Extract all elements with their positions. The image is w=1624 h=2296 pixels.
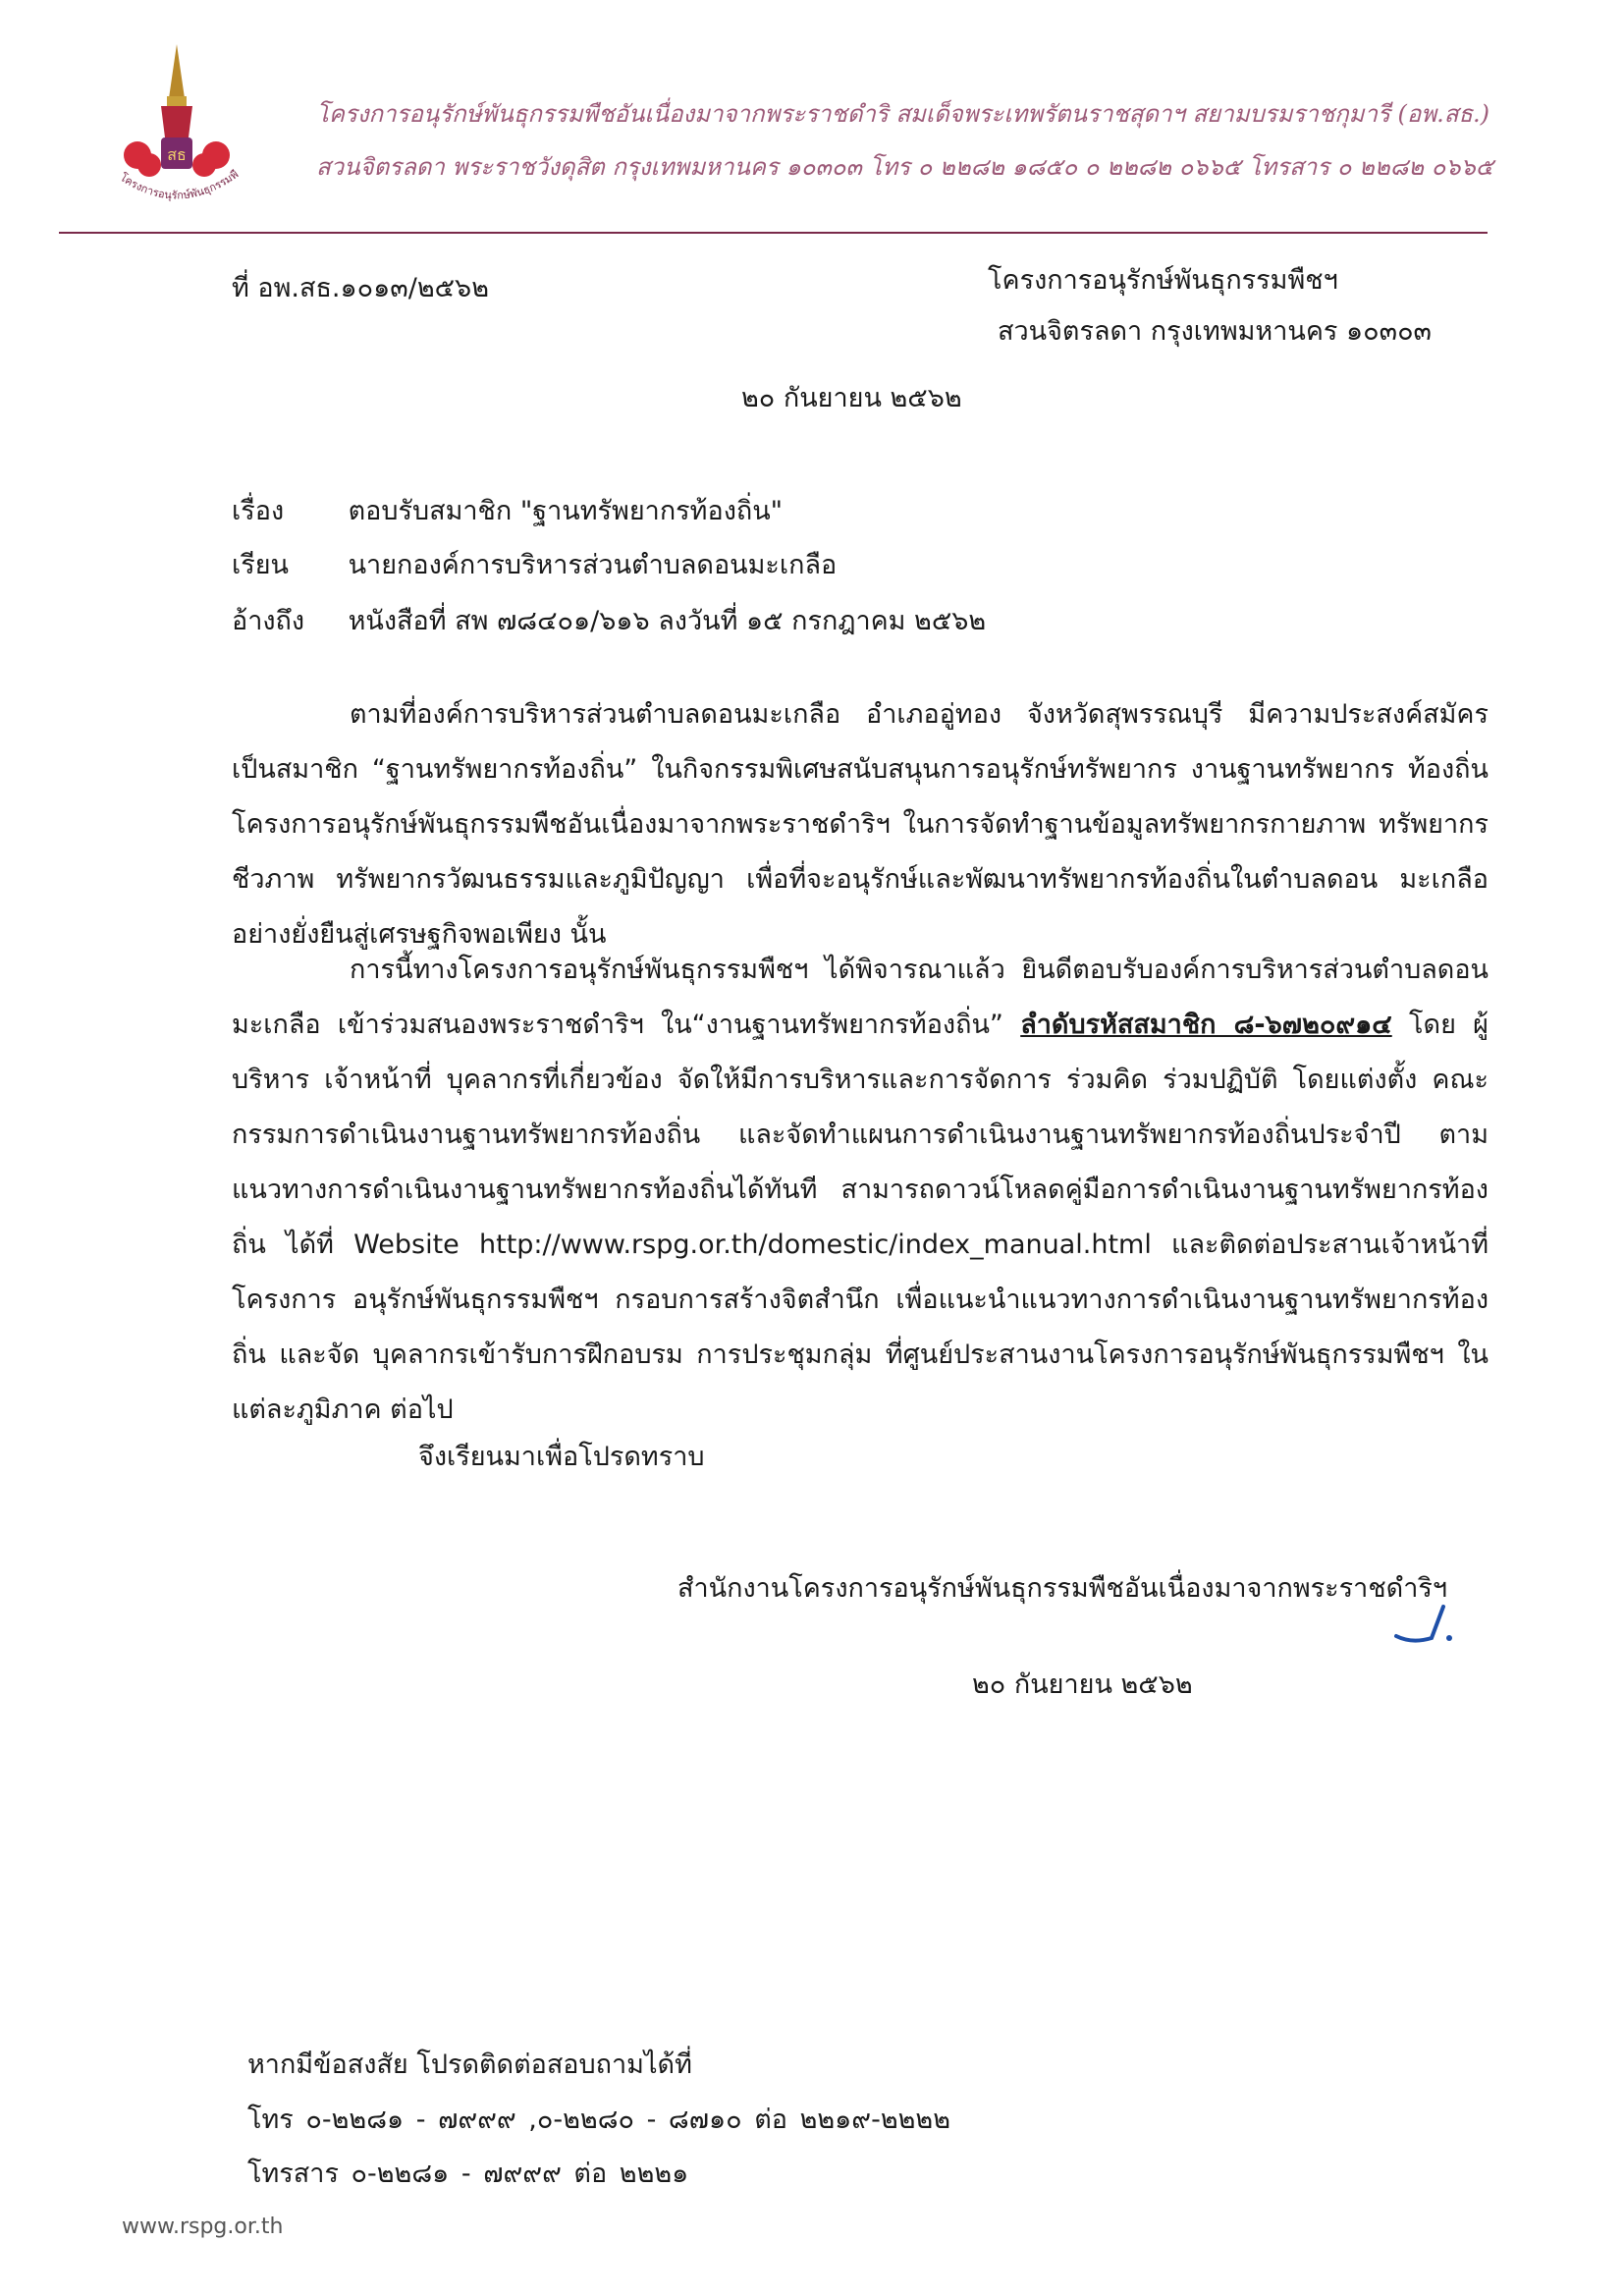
org-name: โครงการอนุรักษ์พันธุกรรมพืชฯ [988, 265, 1338, 296]
footer-website: www.rspg.or.th [122, 2214, 284, 2239]
signature-mark [1392, 1599, 1461, 1648]
subject-row [232, 496, 783, 527]
member-code: ลำดับรหัสสมาชิก ๘-๖๗๒๐๙๑๔ [1020, 1010, 1392, 1040]
to-label: เรียน [232, 550, 290, 580]
letterhead-line1: โครงการอนุรักษ์พันธุกรรมพืชอันเนื่องมาจากพระราชดำริ สมเด็จพระเทพรัตนราชสุดาฯ สยามบรมราชกุมารี (อพ.สธ.) [316, 100, 1489, 128]
paragraph-1-text: ตามที่องค์การบริหารส่วนตำบลดอนมะเกลือ อำเภออู่ทอง จังหวัดสุพรรณบุรี มีความประสงค์สมัคร เป็นสมาชิก “ฐานทรัพยากรท้องถิ่น” ในกิจกรรมพิเศษสนับสนุนการอนุรักษ์ทรัพยากร งานฐานทรัพยากร ท้องถิ่น โครงการอนุรักษ์พันธุกรรมพืชอันเนื่องมาจากพระราชดำริฯ ในการจัดทำฐานข้อมูลทรัพยากรกายภาพ ทรัพยากรชีวภาพ ทรัพยากรวัฒนธรรมและภูมิปัญญา เพื่อที่จะอนุรักษ์และพัฒนาทรัพยากรท้องถิ่นในตำบลดอน มะเกลือ อย่างยั่งยืนสู่เศรษฐกิจพอเพียง นั้น [232, 699, 1489, 950]
subject-label: เรื่อง [232, 496, 285, 526]
letterhead-line2: สวนจิตรลดา พระราชวังดุสิต กรุงเทพมหานคร ๑๐๓๐๓ โทร ๐ ๒๒๘๒ ๑๘๕๐ ๐ ๒๒๘๒ ๐๖๖๕ โทรสาร ๐ ๒๒๘๒ ๐๖๖๕ [316, 153, 1493, 181]
header-divider [59, 232, 1488, 234]
subject-value: ตอบรับสมาชิก "ฐานทรัพยากรท้องถิ่น" [348, 496, 784, 526]
contact-heading: หากมีข้อสงสัย โปรดติดต่อสอบถามได้ที่ [247, 2050, 692, 2080]
rspg-logo [98, 39, 255, 211]
letter-date: ๒๐ กันยายน ๒๕๖๒ [741, 383, 962, 413]
contact-phone: โทร ๐-๒๒๘๑ - ๗๙๙๙ ,๐-๒๒๘๐ - ๘๗๑๐ ต่อ ๒๒๑๙-๒๒๒๒ [247, 2105, 951, 2135]
reference-label: อ้างถึง [232, 606, 305, 636]
signature-date: ๒๐ กันยายน ๒๕๖๒ [972, 1669, 1193, 1700]
svg-text:สธ: สธ [167, 145, 187, 164]
body-paragraph-1 [232, 687, 1489, 962]
contact-fax: โทรสาร ๐-๒๒๘๑ - ๗๙๙๙ ต่อ ๒๒๒๑ [247, 2159, 689, 2189]
to-row [232, 550, 837, 581]
reference-row [232, 606, 986, 637]
paragraph-2-text-a: การนี้ทางโครงการอนุรักษ์พันธุกรรมพืชฯ ได้พิจารณาแล้ว ยินดีตอบรับองค์การบริหารส่วนตำบลดอน มะเกลือ เข้าร่วมสนองพระราชดำริฯ ใน“งานฐานทรัพยากรท้องถิ่น” [232, 955, 1489, 1040]
signing-office: สำนักงานโครงการอนุรักษ์พันธุกรรมพืชอันเนื่องมาจากพระราชดำริฯ [677, 1573, 1448, 1604]
svg-text:โครงการอนุรักษ์พันธุกรรมพืช: โครงการอนุรักษ์พันธุกรรมพื [117, 167, 242, 202]
reference-number: ที่ อพ.สธ.๑๐๑๓/๒๕๖๒ [232, 273, 489, 303]
reference-value: หนังสือที่ สพ ๗๘๔๐๑/๖๑๖ ลงวันที่ ๑๕ กรกฎาคม ๒๕๖๒ [348, 606, 987, 636]
paragraph-2-text-b: โดย ผู้บริหาร เจ้าหน้าที่ บุคลากรที่เกี่ยวข้อง จัดให้มีการบริหารและการจัดการ ร่วมคิด ร่วมปฏิบัติ โดยแต่งตั้ง คณะกรรมการดำเนินงานฐานทรัพยากรท้องถิ่น และจัดทำแผนการดำเนินงานฐานทรัพยากรท้องถิ่นประจำปี ตาม แนวทางการดำเนินงานฐานทรัพยากรท้องถิ่นได้ทันที สามารถดาวน์โหลดคู่มือการดำเนินงานฐานทรัพยากรท้องถิ่น ได้ที่ Website http://www.rspg.or.th/domestic/index_manual.html และติดต่อประสานเจ้าหน้าที่โครงการ อนุรักษ์พันธุกรรมพืชฯ กรอบการสร้างจิตสำนึก เพื่อแนะนำแนวทางการดำเนินงานฐานทรัพยากรท้องถิ่น และจัด บุคลากรเข้ารับการฝึกอบรม การประชุมกลุ่ม ที่ศูนย์ประสานงานโครงการอนุรักษ์พันธุกรรมพืชฯ ในแต่ละภูมิภาค ต่อไป [232, 1010, 1489, 1425]
org-address: สวนจิตรลดา กรุงเทพมหานคร ๑๐๓๐๓ [998, 316, 1433, 347]
closing-line: จึงเรียนมาเพื่อโปรดทราบ [418, 1442, 705, 1472]
body-paragraph-2 [232, 943, 1489, 1438]
to-value: นายกองค์การบริหารส่วนตำบลดอนมะเกลือ [348, 550, 838, 580]
